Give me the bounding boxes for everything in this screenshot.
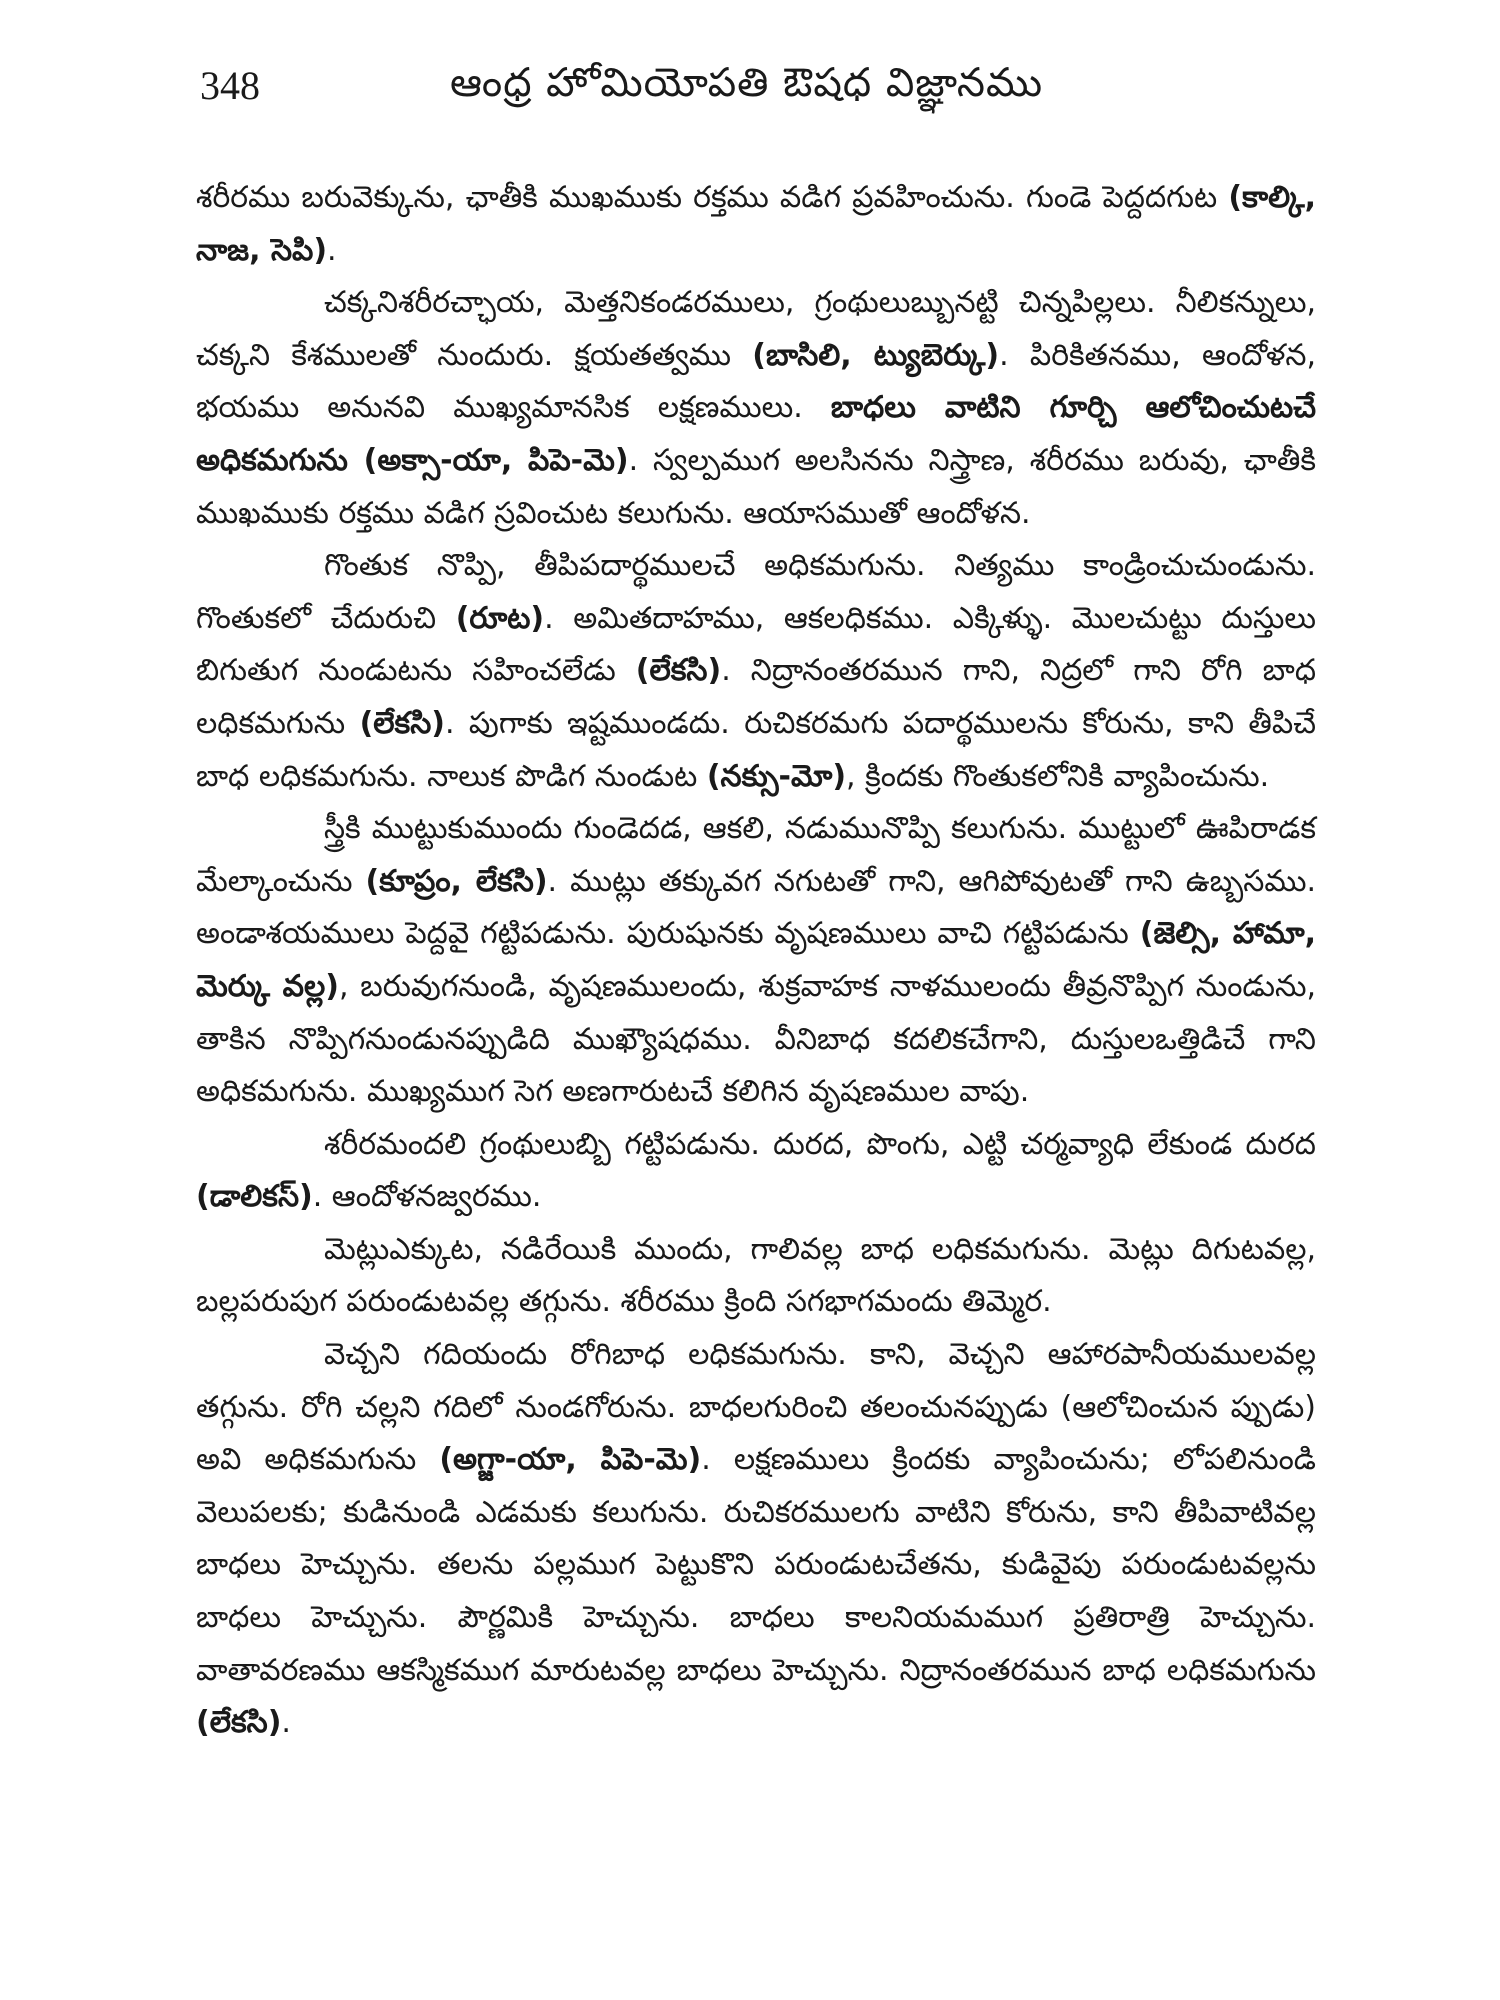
text-segment: శరీరము బరువెక్కును, ఛాతీకి ముఖముకు రక్తము వడిగ ప్రవహించును. గుండె పెద్దదగుట [196, 180, 1229, 215]
text-segment: . నిద్రానంతరమున గాని, నిద్రలో గాని రోగి బాధ లధికమగును [196, 653, 1316, 741]
text-segment: శరీరమందలి గ్రంథులుబ్బి గట్టిపడును. దురద, పొంగు, ఎట్టి చర్మవ్యాధి లేకుండ దురద [324, 1126, 1316, 1162]
text-segment: . [327, 232, 337, 268]
paragraph [196, 277, 1316, 540]
text-segment: , క్రిందకు గొంతుకలోనికి వ్యాపించును. [846, 758, 1270, 794]
body-text [196, 172, 1316, 1750]
remedy-reference: (బాసిలి, ట్యుబెర్కు) [752, 337, 1000, 373]
text-segment: వెచ్చని గదియందు రోగిబాధ లధికమగును. కాని, వెచ్చని ఆహారపానీయములవల్ల తగ్గును. రోగి చల్లని గదిలో నుండగోరును. బాధలగురించి తలంచునప్పుడు (ఆలోచించున ప్పుడు) అవి అధికమగును [196, 1337, 1316, 1478]
text-segment: చక్కనిశరీరచ్ఛాయ, మెత్తనికండరములు, గ్రంథులుబ్బునట్టి చిన్నపిల్లలు. నీలికన్నులు, చక్కని కేశములతో నుందురు. క్షయతత్వము [196, 285, 1316, 373]
remedy-reference: (కాల్కి, నాజ, సెపి) [196, 180, 1316, 268]
remedy-reference: (డాలికస్) [196, 1179, 313, 1215]
text-segment: . ఆందోళనజ్వరము. [312, 1179, 542, 1215]
paragraph [196, 540, 1316, 803]
text-segment: . స్వల్పముగ అలసినను నిస్త్రాణ, శరీరము బరువు, ఛాతీకి ముఖముకు రక్తము వడిగ స్రవించుట కలుగును. ఆయాసముతో ఆందోళన. [196, 442, 1317, 531]
remedy-reference: (లేకసి) [635, 653, 722, 689]
page-header [200, 62, 1320, 122]
remedy-reference: (జెల్సి, హామా, మెర్కు వల్ల) [196, 916, 1316, 1004]
text-segment: గొంతుక నొప్పి, తీపిపదార్థములచే అధికమగును. నిత్యము కాండ్రించుచుండును. గొంతుకలో చేదురుచి [196, 548, 1316, 636]
page-number: 348 [200, 63, 260, 108]
text-segment: . లక్షణములు క్రిందకు వ్యాపించును; లోపలినుండి వెలుపలకు; కుడినుండి ఎడమకు కలుగును. రుచికరములగు వాటిని కోరును, కాని తీపివాటివల్ల బాధలు హెచ్చును. తలను పల్లముగ పెట్టుకొని పరుండుటచేతను, కుడివైపు పరుండుటవల్లను బాధలు హెచ్చును. పౌర్ణమికి హెచ్చును. బాధలు కాలనియమముగ ప్రతిరాత్రి హెచ్చును. వాతావరణము ఆకస్మికముగ మారుటవల్ల బాధలు హెచ్చును. నిద్రానంతరమున బాధ లధికమగును [196, 1442, 1316, 1688]
paragraph [196, 172, 1316, 277]
paragraph [196, 803, 1316, 1119]
remedy-reference: (అగ్జా-యా, పిపె-మె) [439, 1442, 702, 1478]
running-title: ఆంధ్ర హోమియోపతి ఔషధ విజ్ఞానము [450, 60, 1044, 106]
remedy-reference: (లేకసి) [359, 705, 445, 741]
text-segment: . ముట్లు తక్కువగ నగుటతో గాని, ఆగిపోవుటతో గాని ఉబ్బసము. అండాశయములు పెద్దవై గట్టిపడును. పురుషునకు వృషణములు వాచి గట్టిపడును [196, 863, 1316, 952]
text-segment: స్త్రీకి ముట్టుకుముందు గుండెదడ, ఆకలి, నడుమునొప్పి కలుగును. ముట్టులో ఊపిరాడక మేల్కాంచును [196, 811, 1316, 899]
remedy-reference: (నక్సు-మో) [706, 758, 847, 794]
text-segment: . [281, 1705, 291, 1741]
paragraph [196, 1329, 1316, 1750]
remedy-reference: (కూప్రం, లేకసి) [365, 863, 548, 899]
text-segment: . పిరికితనము, ఆందోళన, భయము అనునవి ముఖ్యమానసిక లక్షణములు. [196, 337, 1316, 426]
remedy-reference: (రూట) [455, 600, 545, 636]
remedy-reference: (లేకసి) [196, 1705, 282, 1741]
text-segment: . పుగాకు ఇష్టముండదు. రుచికరమగు పదార్థములను కోరును, కాని తీపిచే బాధ లధికమగును. నాలుక పొడిగ నుండుట [196, 705, 1316, 794]
paragraph [196, 1224, 1316, 1329]
text-segment: . అమితదాహము, ఆకలధికము. ఎక్కిళ్ళు. మొలచుట్టు దుస్తులు బిగుతుగ నుండుటను సహించలేడు [196, 600, 1316, 689]
text-segment: మెట్లుఎక్కుట, నడిరేయికి ముందు, గాలివల్ల బాధ లధికమగును. మెట్లు దిగుటవల్ల, బల్లపరుపుగ పరుండుటవల్ల తగ్గును. శరీరము క్రింది సగభాగమందు తిమ్మెర. [196, 1231, 1316, 1320]
paragraph [196, 1119, 1316, 1224]
remedy-reference: బాధలు వాటిని గూర్చి ఆలోచించుటచే అధికమగును (అక్సా-యా, పిపె-మె) [196, 390, 1317, 478]
text-segment: , బరువుగనుండి, వృషణములందు, శుక్రవాహక నాళములందు తీవ్రనొప్పిగ నుండును, తాకిన నొప్పిగనుండునప్పుడిది ముఖ్యౌషధము. వీనిబాధ కదలికచేగాని, దుస్తులఒత్తిడిచే గాని అధికమగును. ముఖ్యముగ సెగ అణగారుటచే కలిగిన వృషణముల వాపు. [196, 968, 1316, 1110]
